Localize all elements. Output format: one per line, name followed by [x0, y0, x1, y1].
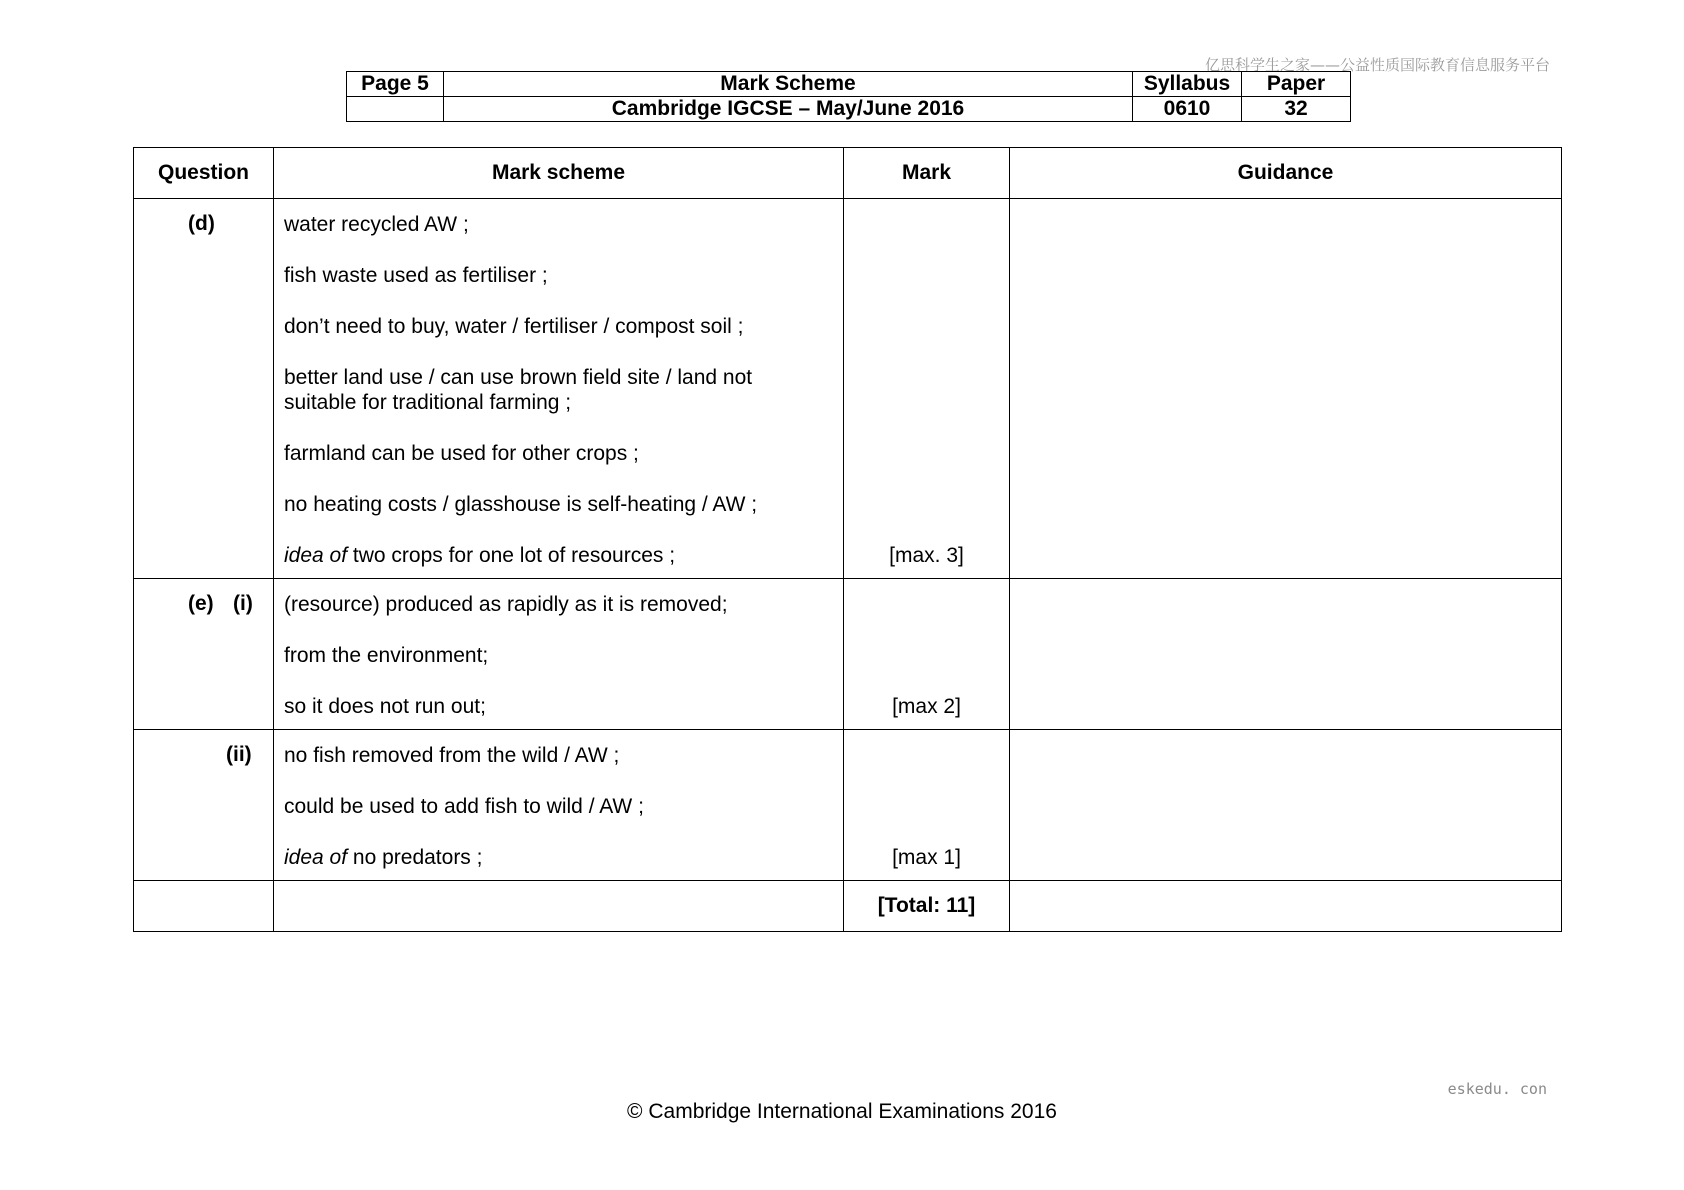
total-row — [134, 881, 1562, 932]
document-subtitle: Cambridge IGCSE – May/June 2016 — [444, 97, 1133, 122]
mark-point: from the environment; — [284, 644, 489, 667]
footer-site-watermark: eskedu. con — [1447, 1080, 1547, 1098]
syllabus-code: 0610 — [1133, 97, 1242, 122]
subquestion-label: (i) — [233, 592, 253, 615]
page-number: Page 5 — [347, 72, 444, 97]
mark-point: fish waste used as fertiliser ; — [284, 264, 548, 287]
table-row — [134, 730, 1562, 881]
mark-point: don’t need to buy, water / fertiliser / compost soil ; — [284, 315, 744, 338]
mark-cell: [max. 3] — [844, 199, 1010, 579]
mark-cell: [max 1] — [844, 730, 1010, 881]
mark-cell: [max 2] — [844, 579, 1010, 730]
table-header-row — [134, 148, 1562, 199]
page-header-table — [346, 71, 1351, 122]
question-cell — [134, 199, 274, 579]
total-blank-cell — [134, 881, 274, 932]
header-guidance: Guidance — [1010, 148, 1562, 199]
guidance-cell — [1010, 199, 1562, 579]
question-cell — [134, 579, 274, 730]
watermark-text: 亿思科学生之家——公益性质国际教育信息服务平台 — [1204, 56, 1550, 74]
mark-point: (resource) produced as rapidly as it is removed; — [284, 593, 728, 616]
table-row — [134, 579, 1562, 730]
mark-point: water recycled AW ; — [284, 213, 469, 236]
mark-point: better land use / can use brown field site / land not suitable for traditional farming ; — [284, 366, 753, 414]
header-question: Question — [134, 148, 274, 199]
mark-point: no heating costs / glasshouse is self-heating / AW ; — [284, 493, 758, 516]
subquestion-label: (ii) — [226, 743, 252, 766]
question-label: (d) — [188, 212, 215, 235]
syllabus-label: Syllabus — [1133, 72, 1242, 97]
question-label: (e) — [188, 592, 214, 615]
total-blank-cell — [274, 881, 844, 932]
mark-scheme-table — [133, 147, 1562, 932]
mark-point — [284, 543, 833, 568]
paper-label: Paper — [1242, 72, 1351, 97]
table-row — [134, 199, 1562, 579]
copyright-notice: © Cambridge International Examinations 2016 — [627, 1100, 1057, 1123]
mark-point-text: no predators ; — [347, 846, 483, 869]
mark-scheme-cell — [274, 579, 844, 730]
idea-of-italic: idea of — [284, 544, 348, 567]
idea-of-italic: idea of — [284, 846, 348, 869]
document-title: Mark Scheme — [444, 72, 1133, 97]
header-blank-cell — [347, 97, 444, 122]
total-blank-cell — [1010, 881, 1562, 932]
mark-point: no fish removed from the wild / AW ; — [284, 744, 620, 767]
mark-point: so it does not run out; — [284, 695, 486, 718]
question-cell — [134, 730, 274, 881]
paper-number: 32 — [1242, 97, 1351, 122]
guidance-cell — [1010, 730, 1562, 881]
mark-point — [284, 845, 833, 870]
mark-point: farmland can be used for other crops ; — [284, 442, 639, 465]
mark-scheme-cell — [274, 730, 844, 881]
mark-point-text: two crops for one lot of resources ; — [347, 544, 676, 567]
total-mark: [Total: 11] — [844, 881, 1010, 932]
guidance-cell — [1010, 579, 1562, 730]
mark-point: could be used to add fish to wild / AW ; — [284, 795, 644, 818]
header-mark-scheme: Mark scheme — [274, 148, 844, 199]
mark-scheme-cell — [274, 199, 844, 579]
header-mark: Mark — [844, 148, 1010, 199]
